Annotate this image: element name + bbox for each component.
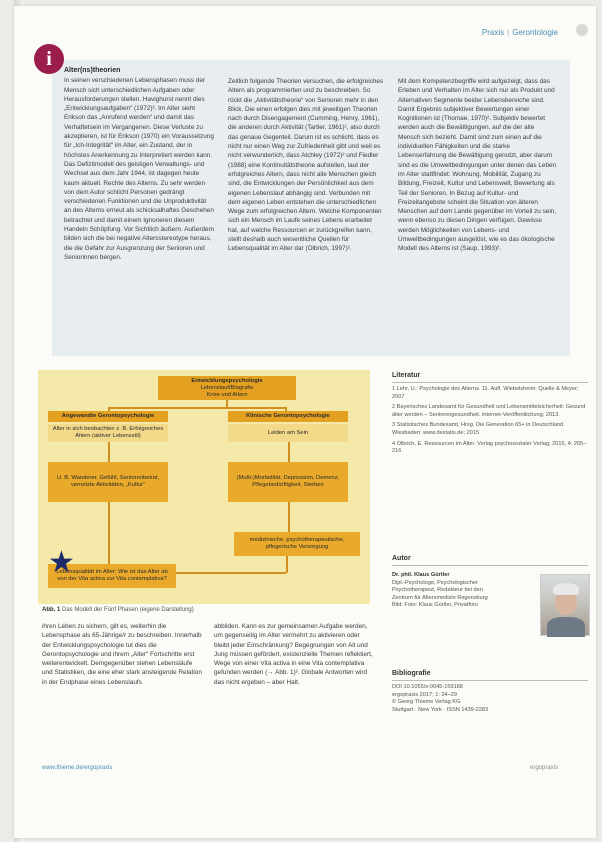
author-title: Autor [392,555,411,562]
diagram-bottom-box: Lebensqualität im Alter: Wie ist das Alter ab von der Vita activa zur Vita contemplativa? [48,564,176,588]
literature-item: 4 Olbrich, E. Ressourcen im Alter. Verlag psychosozialer Verlag; 2015, 4: 205–216 [392,440,587,455]
literature-item: 2 Bayerisches Landesamt für Gesundheit und Lebensmittelsicherheit: Gesund älter werden – Seniorengesundheit. Internet-Veröffentlichung; 2013. [392,404,586,418]
arrow-right-join [286,556,288,573]
diagram-top-line2: Lebenslauf/Biografie [200,384,254,391]
bibliography-info [392,684,588,714]
diagram-right-box2: (Multi-)Morbidität, Depression, Demenz, Pflegebedürftigkeit, Sterben [228,462,348,502]
body-col-1: ihren Leben zu sichern, gilt es, weiterhin die Lebensphase als 65-Jährige/r zu beschreiben. Innerhalb der Entwicklungspsychologie tut dies die Gerontopsychologie und ihrem „Alter“ Fortschritte erst weiterentwickelt. Demgegenüber stehen Lebensläufe und Statistiken, die eine eher stark ansteigende Relation in der Endphase eines Lebenslaufs [42,623,202,686]
info-col-3 [398,77,558,254]
literature-list [392,386,588,456]
body-col-2: abbilden. Kann es zur gemeinsamen Aufgabe werden, um gegenseitig im Alter vermehrt zu aktivieren oder bleibt jeder Einschränkung? Begegnungen von Alt und Jung müssen gefördert, existenzielle Themen reflektiert, Wege von einer Vita activa in eine Vita contemplativa gefunden werden (→ Abb. 1)². Globale Antworten wird das nicht ergeben – aber Halt. [214,623,373,686]
diagram-right-box1: Leiden am Sein [228,424,348,442]
literature-item: 3 Statistisches Bundesamt, Hrsg. Die Generation 65+ in Deutschland. Wiesbaden: www.destatis.de; 2015 [392,422,565,436]
bibliography-line: Stuttgart · New York · ISSN 1439-2283 [392,706,489,713]
info-icon: i [34,44,64,74]
bibliography-line: © Georg Thieme Verlag KG [392,699,461,706]
author-info [392,572,536,610]
author-rule [392,565,588,566]
author-line: Zentrum für Altersmedizin Regensburg [392,594,488,601]
author-line: Psychotherapeut, Redakteur bei den [392,587,483,594]
info-col-2 [228,77,384,254]
diagram-right-box3: medizinische, psychotherapeutische, pflegerische Versorgung [234,532,360,556]
bibliography-line: DOI 10.1055/s-0045-159188 [392,684,463,690]
header-section: Praxis [481,28,505,37]
diagram-left-box2: U. B. Wanderer, Gefühl, Seniorenbeirat, vernetzte Aktivitäten, „Kultur“ [48,462,168,502]
author-line: Dipl.-Psychologe, Psychologischer [392,579,478,586]
diagram-top-line3: Krise und Altern [206,391,248,398]
diagram-left-header: Angewandte Gerontopsychologie [48,411,168,422]
bibliography-line: ergopraxis 2017; 1: 24–29 [392,691,457,698]
footer-journal: ergopraxis [529,765,558,771]
diagram-right-header: Klinische Gerontopsychologie [228,411,348,422]
info-col-1-text: In seinen verschiedenen Lebensphasen muss der Mensch sich unterschiedlichen Aufgaben oder Herausforderungen stellen. Havighurst nennt dies „Entwicklungsaufgaben“ (1972)². Im Alter sieht Erikson das „Anrufend werden“ und damit das Verhaftetsein im Vergangenen. Diese Verluste zu akzeptieren, ist für Erikson (1970) ein Voraussetzung für „Ich-Integrität“ im Alter, ein Zustand, der in höchstes Anerkennung zu Interpretiert werden kann. Das Defizitmodell des geistigen Verwaltungs- und Wechsel aus dem Jahr 1944, ist dagegen heute kaum aktuell. Rechte des Alterns. Zu sehr werden von dem Autor schlicht Personen gedrängt verschiedenen Funktionen und die Unproduktivität an des Alterns erneut als schicksalhaftes Geschehen betrachtet und damit einem Ignorieren diesem Handeln Schöpfung. Vor Sichtlich äußern. Außerdem bilden sich die bei negative Altersstereotype heraus, die die Gefahr zur Ausgrenzung der Senioren und Seniorinnen bergen. [64,77,214,261]
arrow-right-mid [288,442,290,462]
caption-label: Abb. 1 [42,607,61,613]
info-box-title: Alter(ns)theorien [64,67,121,74]
header-topic: Gerontologie [512,28,558,37]
footer-url[interactable]: www.thieme.de/ergopraxis [42,765,113,771]
arrow-right-low [288,502,290,532]
diagram-left-box1: Alter in sich beobachten z. B. Erfolgreiches Altern (aktiver Lebensstil) [48,424,168,442]
bibliography-rule [392,680,588,681]
literature-title: Literatur [392,372,421,379]
header-dot [576,24,588,36]
caption-text: Das Modell der Fünf Phasen (eigene Darstellung) [62,607,194,613]
author-name: Dr. phil. Klaus Gürtler [392,572,450,578]
arrow-left-mid [108,442,110,462]
bibliography-title: Bibliografie [392,670,431,677]
arrow-left-low [108,502,110,564]
running-header: Praxis | Gerontologie [481,28,558,37]
figure-caption [42,607,194,613]
star-icon: ★ [48,546,75,579]
arrow-split [108,407,286,409]
diagram-top-box [158,376,296,400]
info-col-1 [64,66,214,262]
author-line: Bild: Foto: Klaus Gürtler, Privatfoto [392,602,478,609]
info-col-2-text: Zeitlich folgende Theorien versuchen, die erfolgreiches Altern als programmierten und zu beschreiben. So rückt die „Aktivitätstheorie“ von Senioren mehr in den Blick. Die einen erfolgen dies mit jeweiligen Theorien nach durch Disengagement (Cumming, Henry, 1961), die anderen durch Aktivität (Tartler, 1961)², also durch das genaue Gegenteil. Darum ist es schlicht, dass es nicht nur einen Weg zur Zufriedenheit gibt und weil es nicht verwunderlich, dass Atchley (1972)² und Fiedler (1988) eine Kontinuitätstheorie aufstellen, laut der erfolgreiches Altern, dass nicht alle Menschen gleich sind, die Entwicklungen der Persönlichkeit aus dem eigenen Lebenslauf abhängig sind. Verbunden mit dem eigenen Leben entstehen die unterschiedlichen Wege zum erfolgreichen Altern. Welche Komponenten sich ein Mensch im Laufe seines Lebens erarbeitet hat, auf welche Ressourcen er zurückgreifen kann, stellt deshalb auch wesentliche Quellen für Lebensqualität im Alter dar (Olbrich, 1997)². [228,78,384,253]
arrow-join [176,572,286,574]
author-photo [540,574,590,636]
literature-rule [392,382,588,383]
info-col-3-text: Mit dem Kompetenzbegriffe wird aufgezeigt, dass das Erleben und Verhalten im Alter sich nur als Produkt und Alternativen Segmente beider Lebensbereiche sind. Damit Ergebnis subjektiver Bewertungen einer Kognitionen ist (Thomae, 1970)². Subjektiv bewertet werden auch die Bewältigungen, auf die der alte Mensch sich bezieht. Damit sind zum einen auf die individuellen Fähigkeiten und die starke Lebenserfahrung die Bewältigung genutzt, aber darum sind es die Umweltbedingungen unter denen das Leben im Alter stattfindet: Wohnung, Mobilität, Zugang zu Bildung, Freizeit, Kultur und Lebenswelt, Bewertung als Teil der Senioren. In Bezug auf Kultur- und Freizeitangebote scheint die Situation von älteren Menschen auf dem Lande gegenüber im Vorteil zu sein, wenn ebenso zu diesen Dingen verfügen. Gewisse werden Möglichkeiten von Lebens- und Umweltbedingungen ausgelöst, wie es das ökologische Modell des Alterns ist (Saup, 1993)². [398,78,557,253]
diagram-top-line1: Entwicklungspsychologie [191,377,263,384]
literature-item: 1 Lehr, U.: Psychologie des Alterns. 11. Aufl. Wiebelsheim: Quelle & Meyer; 2007 [392,386,579,400]
